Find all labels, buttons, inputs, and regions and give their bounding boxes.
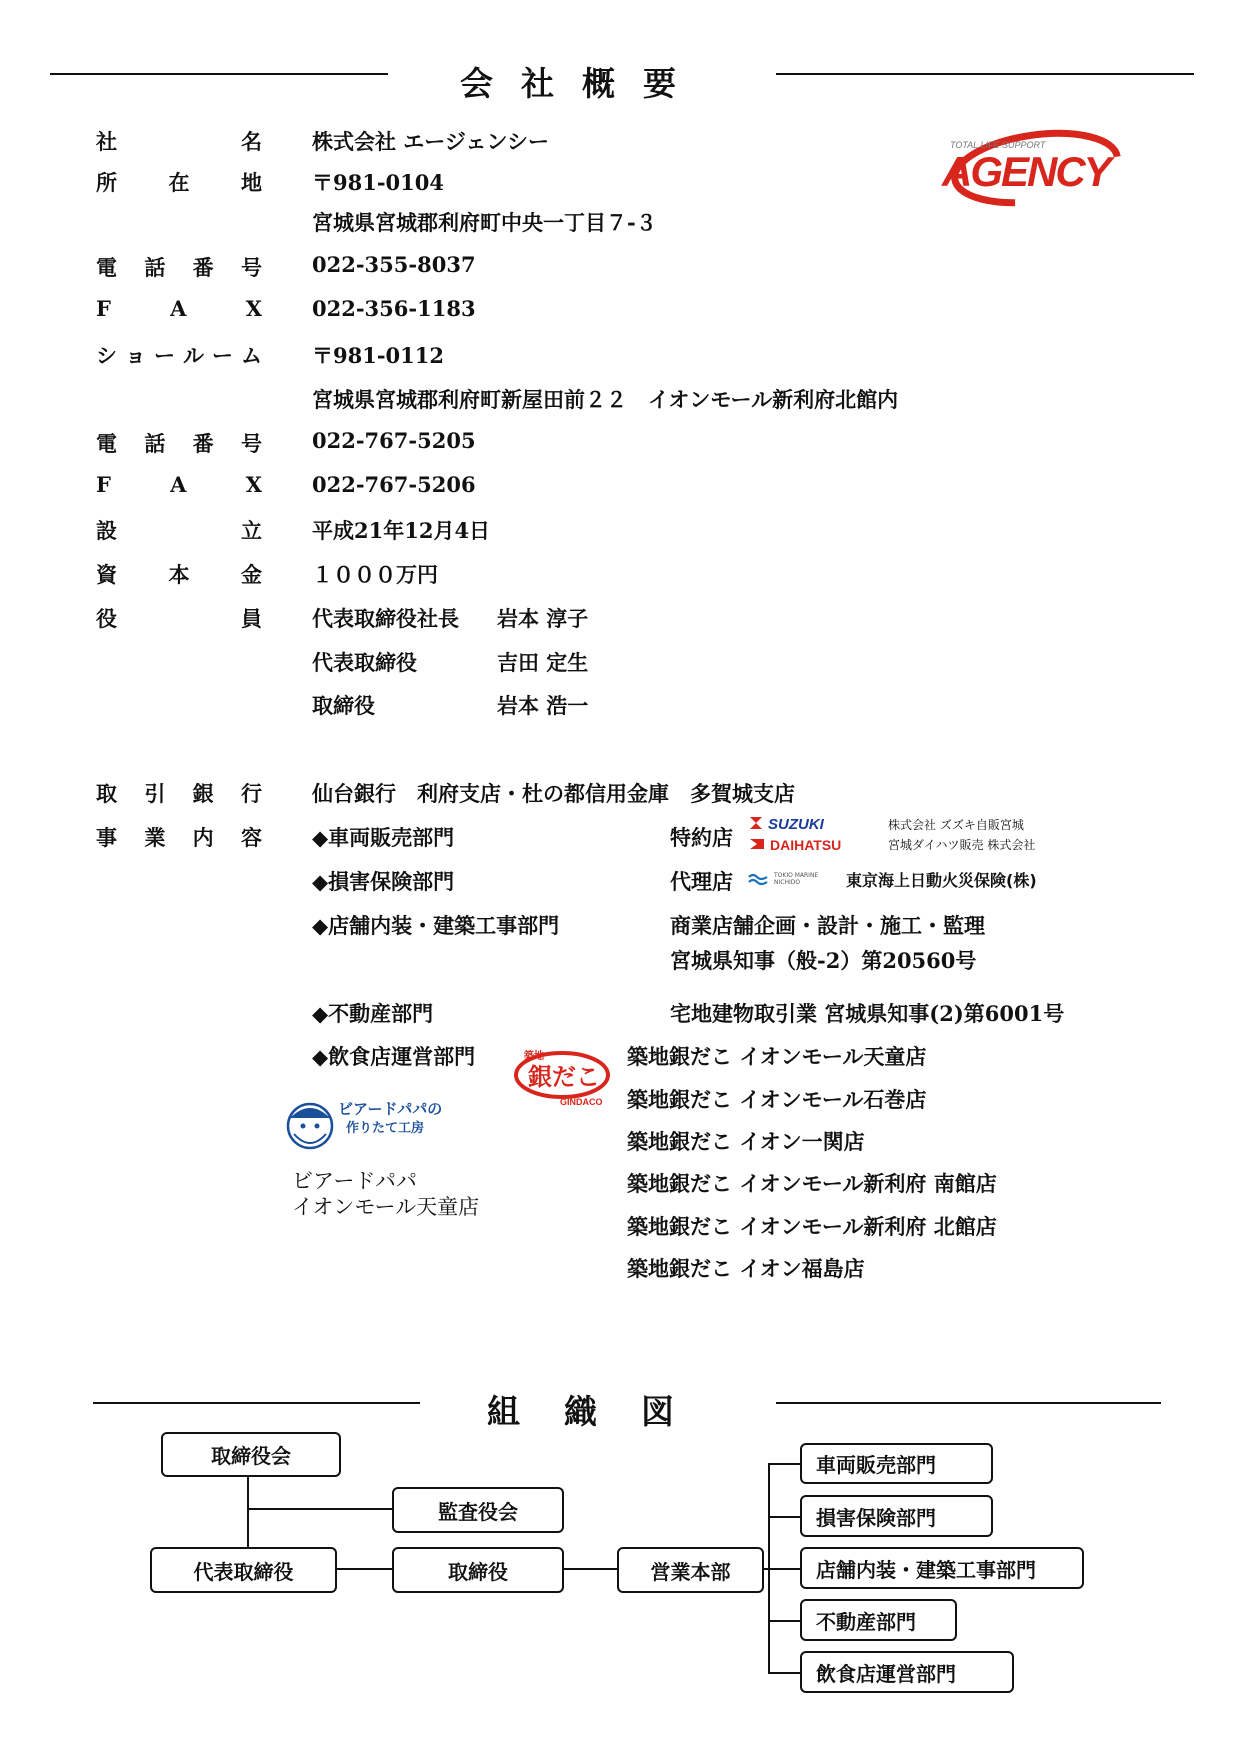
org-connector — [768, 1516, 800, 1518]
org-connector — [335, 1568, 393, 1570]
org-rule-right — [776, 1402, 1161, 1404]
officer-name: 岩本 淳子 — [497, 606, 589, 631]
beard-papa-store — [292, 1168, 479, 1220]
company-label: 社 名 — [96, 129, 262, 154]
address: 宮城県宮城郡利府町中央一丁目７-３ — [312, 210, 657, 235]
agency-name: AGENCY — [942, 148, 1110, 195]
daihatsu-brand: DAIHATSU — [770, 837, 842, 853]
org-connector — [768, 1672, 800, 1674]
fax2-label: F A X — [96, 472, 262, 497]
address-label: 所 在 地 — [96, 170, 262, 195]
business-label: 事 業 内 容 — [96, 825, 262, 850]
business-realestate: ◆不動産部門 — [312, 1001, 434, 1026]
org-connector — [247, 1475, 249, 1547]
org-connector — [562, 1568, 618, 1570]
org-ceo: 代表取締役 — [150, 1547, 337, 1593]
vehicle-type: 特約店 — [670, 825, 733, 850]
suzuki-logo — [748, 814, 868, 832]
org-dept-insurance: 損害保険部門 — [800, 1495, 993, 1537]
suzuki-brand: SUZUKI — [768, 816, 824, 832]
showroom-postal: 〒981-0112 — [312, 343, 444, 368]
tel: 022-355-8037 — [312, 252, 476, 277]
business-insurance: ◆損害保険部門 — [312, 869, 455, 894]
org-dept-vehicle: 車両販売部門 — [800, 1443, 993, 1484]
insurance-type: 代理店 — [670, 869, 733, 894]
tel2: 022-767-5205 — [312, 428, 476, 453]
title-rule-left — [50, 73, 388, 75]
realestate-desc: 宅地建物取引業 宮城県知事(2)第6001号 — [670, 1001, 1065, 1026]
tokio-name: 東京海上日動火災保険(株) — [846, 871, 1037, 890]
suzuki-dealer: 株式会社 ズズキ自販宮城 — [888, 818, 1024, 832]
org-dept-interior: 店舗内装・建築工事部門 — [800, 1547, 1084, 1589]
showroom-label: シ ョ ー ル ー ム — [96, 343, 262, 368]
tokio-small: TOKIO MARINE NICHIDO — [774, 872, 819, 886]
org-auditor: 監査役会 — [392, 1487, 564, 1533]
banks-label: 取 引 銀 行 — [96, 781, 262, 806]
tokio-marine-icon — [748, 872, 768, 888]
company-name: 株式会社 エージェンシー — [312, 129, 549, 154]
interior-desc: 商業店舗企画・設計・施工・監理 — [670, 913, 985, 938]
beard-store-line: ビアードパパ — [292, 1169, 417, 1193]
org-connector — [768, 1620, 800, 1622]
beard-papa-logo — [282, 1092, 462, 1156]
capital: １０００万円 — [312, 562, 438, 587]
interior-license: 宮城県知事（般-2）第20560号 — [670, 948, 977, 973]
gindaco-store: 築地銀だこ イオンモール天童店 — [627, 1044, 927, 1069]
org-connector — [768, 1568, 800, 1570]
org-hq: 営業本部 — [617, 1547, 764, 1593]
business-interior: ◆店舗内装・建築工事部門 — [312, 913, 560, 938]
org-connector — [247, 1508, 393, 1510]
beard-logo-line1: ビアードパパの — [338, 1100, 443, 1118]
agency-tagline: TOTAL LIFE SUPPORT — [950, 140, 1046, 150]
daihatsu-logo — [748, 835, 878, 853]
fax2: 022-767-5206 — [312, 472, 476, 497]
banks: 仙台銀行 利府支店・杜の都信用金庫 多賀城支店 — [312, 781, 795, 806]
org-connector — [768, 1463, 800, 1465]
officer-name: 岩本 浩一 — [497, 693, 589, 718]
org-board: 取締役会 — [161, 1432, 341, 1477]
founded-label: 設 立 — [96, 518, 262, 543]
gindaco-logo-en: GINDACO — [560, 1097, 603, 1107]
org-dept-food: 飲食店運営部門 — [800, 1651, 1014, 1693]
beard-logo-line2: 作りたて工房 — [346, 1121, 425, 1136]
officer-role: 代表取締役 — [312, 650, 417, 675]
business-vehicle: ◆車両販売部門 — [312, 825, 455, 850]
gindaco-logo-top: 築地 — [524, 1051, 544, 1062]
gindaco-store: 築地銀だこ イオンモール石巻店 — [627, 1087, 927, 1112]
officer-role: 代表取締役社長 — [312, 606, 459, 631]
officer-name: 吉田 定生 — [497, 650, 589, 675]
org-dept-realestate: 不動産部門 — [800, 1599, 957, 1641]
agency-logo — [936, 120, 1126, 220]
showroom-address: 宮城県宮城郡利府町新屋田前２２ イオンモール新利府北館内 — [312, 387, 899, 412]
officer-role: 取締役 — [312, 693, 375, 718]
capital-label: 資 本 金 — [96, 562, 262, 587]
tel2-label: 電 話 番 号 — [96, 431, 262, 456]
daihatsu-dealer: 宮城ダイハツ販売 株式会社 — [888, 838, 1036, 852]
business-food: ◆飲食店運営部門 — [312, 1044, 476, 1069]
page-title: 会社概要 — [460, 64, 704, 103]
tel-label: 電 話 番 号 — [96, 255, 262, 280]
org-title: 組織図 — [487, 1392, 718, 1431]
founded: 平成21年12月4日 — [312, 518, 491, 543]
org-director: 取締役 — [392, 1547, 564, 1593]
gindaco-logo-main: 銀だこ — [528, 1063, 600, 1091]
org-rule-left — [93, 1402, 420, 1404]
postal-code: 〒981-0104 — [312, 170, 444, 195]
fax-label: F A X — [96, 296, 262, 321]
gindaco-store: 築地銀だこ イオンモール新利府 北館店 — [627, 1214, 997, 1239]
fax: 022-356-1183 — [312, 296, 476, 321]
beard-store-line: イオンモール天童店 — [292, 1195, 480, 1219]
officers-label: 役 員 — [96, 606, 262, 631]
title-rule-right — [776, 73, 1194, 75]
gindaco-store: 築地銀だこ イオンモール新利府 南館店 — [627, 1171, 997, 1196]
gindaco-store: 築地銀だこ イオン福島店 — [627, 1256, 865, 1281]
gindaco-store: 築地銀だこ イオン一関店 — [627, 1129, 865, 1154]
gindaco-logo — [510, 1043, 614, 1109]
